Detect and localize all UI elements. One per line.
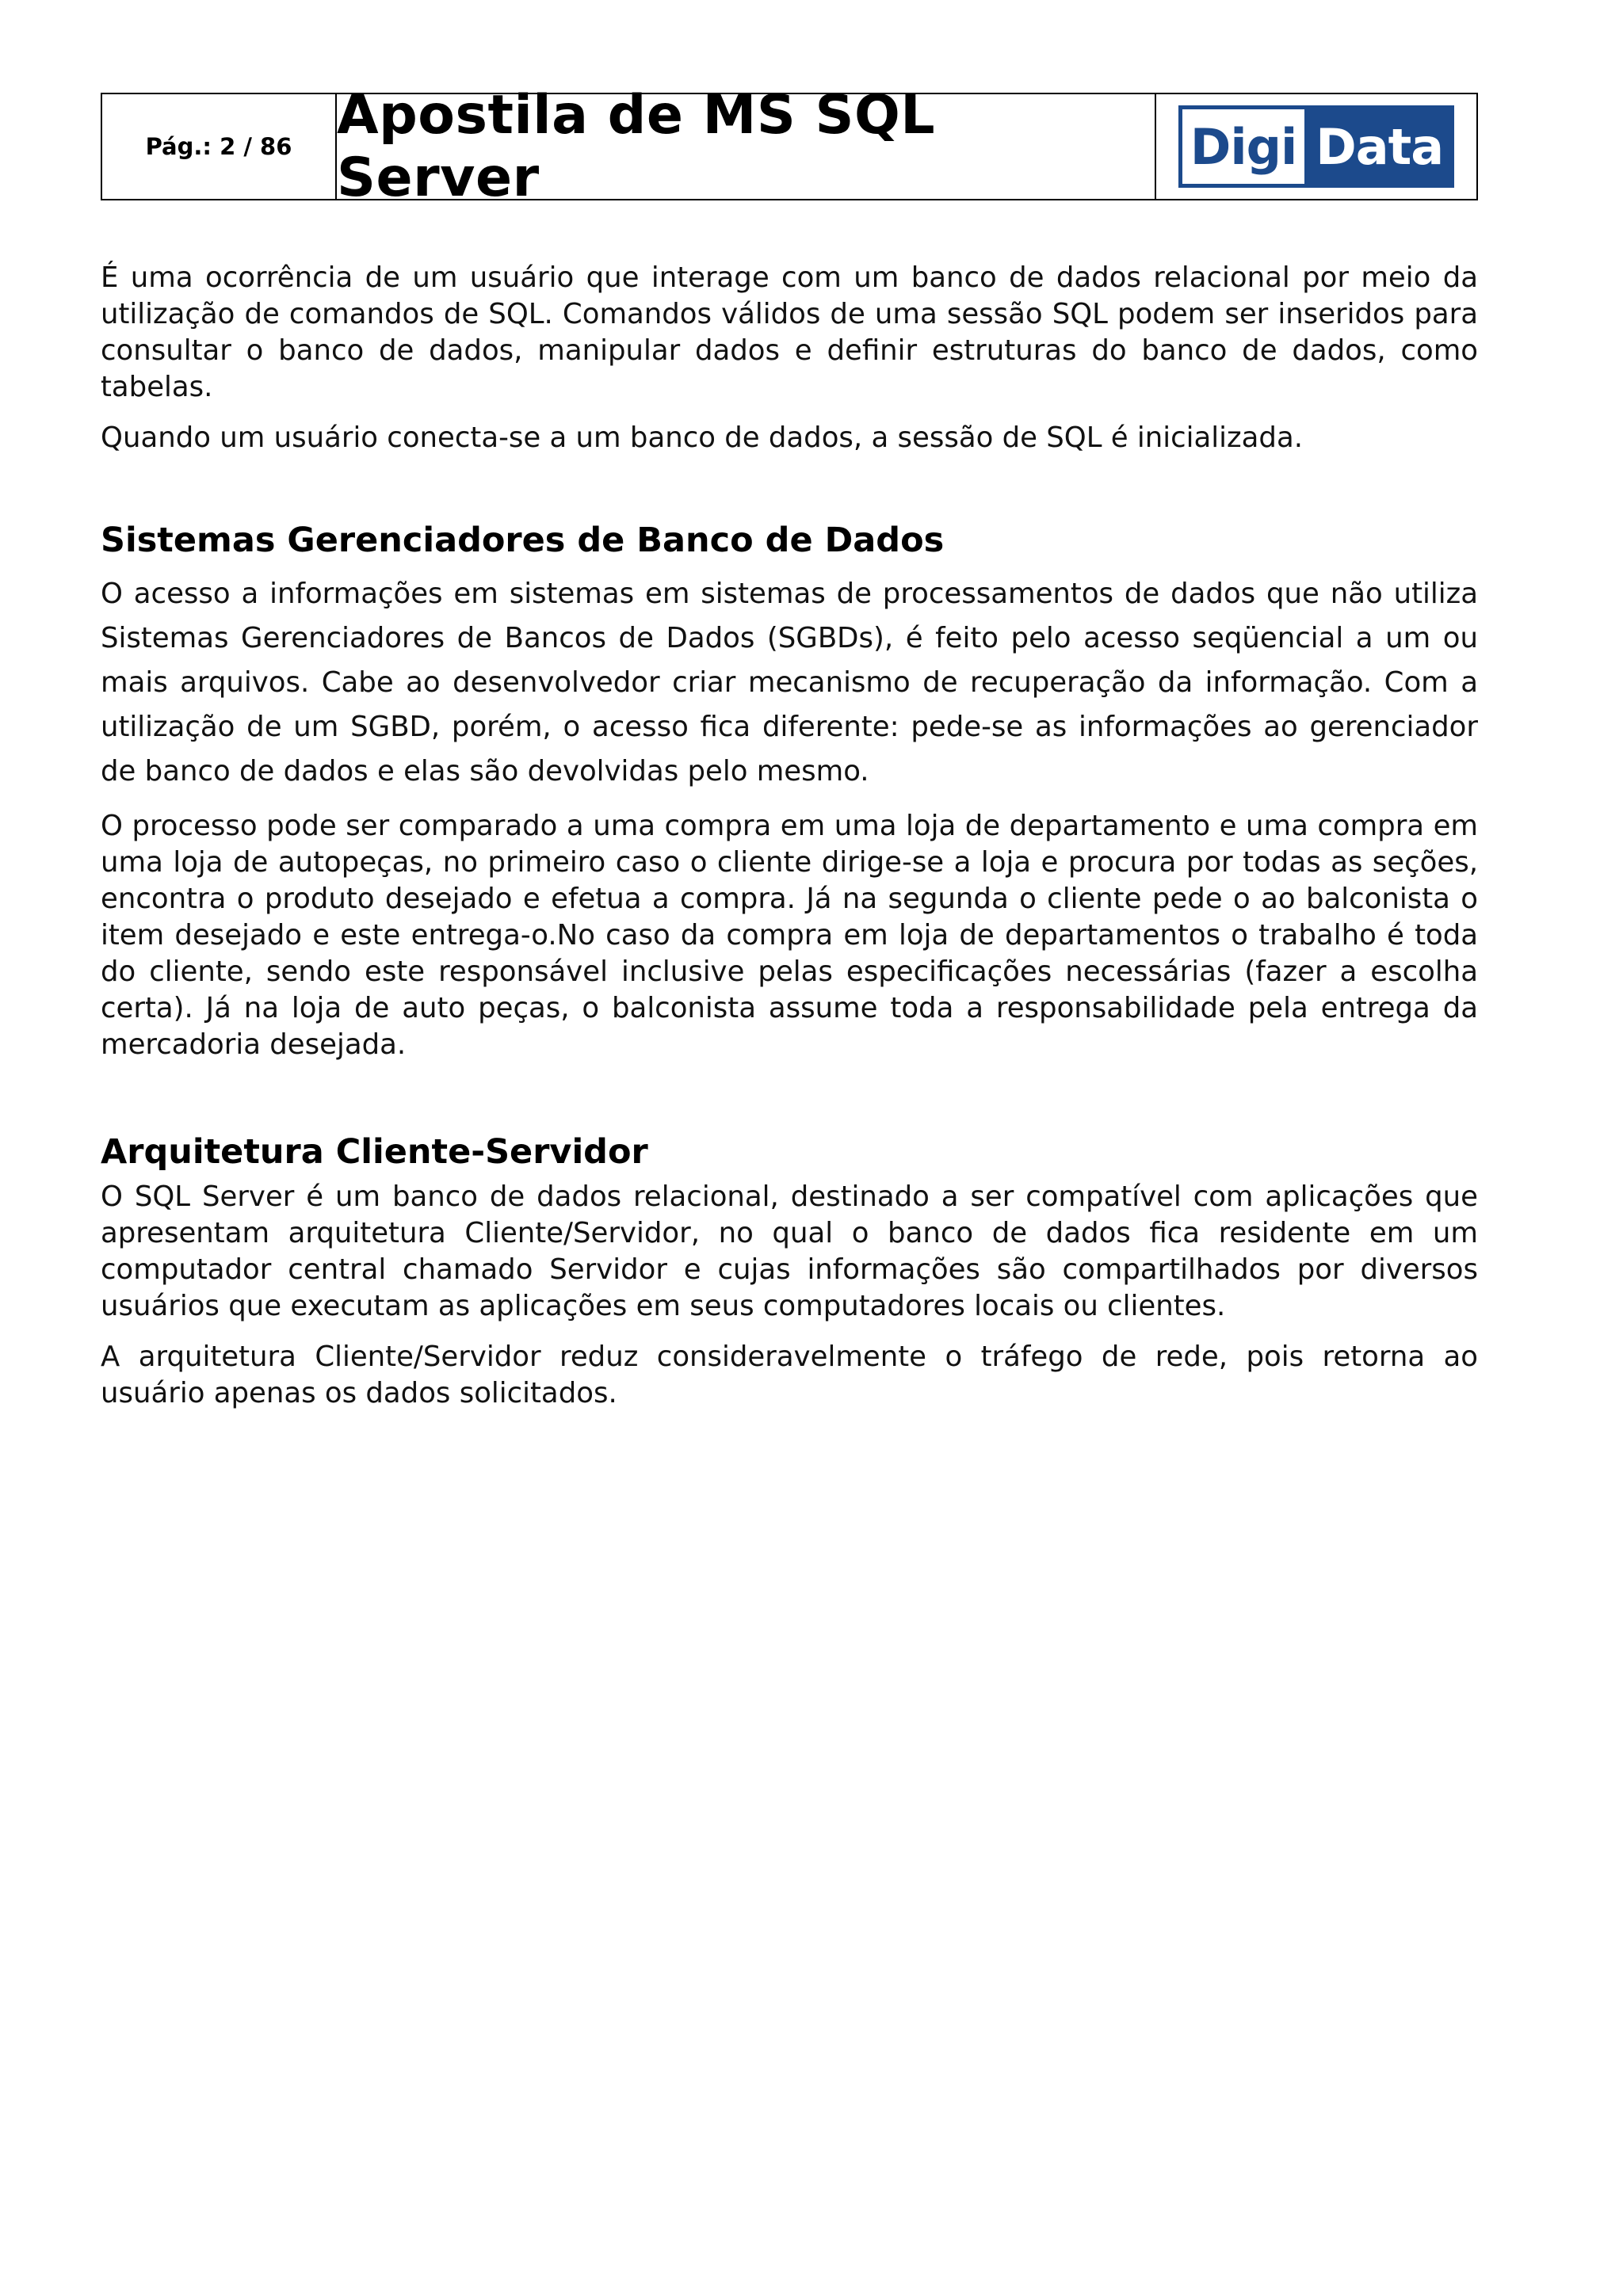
logo-digi-text: Digi	[1178, 105, 1304, 188]
paragraph: Quando um usuário conecta-se a um banco de dados, a sessão de SQL é inicializada.	[101, 421, 1303, 454]
paragraph: O acesso a informações em sistemas em sistemas de processamentos de dados que não utiliza Sistemas Gerenciadores de Bancos de Dados (SGBDs), é feito pelo acesso seqüencial a um ou mais arquivos. Cabe ao desenvolvedor criar mecanismo de recuperação da informação. Com a utilização de um SGBD, porém, o acesso fica diferente: pede-se as informações ao gerenciador de banco de dados e elas são devolvidas pelo mesmo.	[101, 578, 1478, 788]
section-heading-client-server: Arquitetura Cliente-Servidor	[101, 1132, 648, 1172]
logo-data-text: Data	[1304, 105, 1454, 188]
paragraph: O processo pode ser comparado a uma compra em uma loja de departamento e uma compra em uma loja de autopeças, no primeiro caso o cliente dirige-se a loja e procura por todas as seções, encontra o produto desejado e efetua a compra. Já na segunda o cliente pede o ao balconista o item desejado e este entrega-o.No caso da compra em loja de departamentos o trabalho é toda do cliente, sendo este responsável inclusive pelas especificações necessárias (fazer a escolha certa). Já na loja de auto peças, o balconista assume toda a responsabilidade pela entrega da mercadoria desejada.	[101, 810, 1478, 1061]
paragraph: A arquitetura Cliente/Servidor reduz consideravelmente o tráfego de rede, pois retorna ao usuário apenas os dados solicitados.	[101, 1341, 1478, 1409]
document-title: Apostila de MS SQL Server	[337, 94, 1156, 199]
page-header	[101, 84, 1478, 209]
digidata-logo	[1178, 105, 1454, 188]
section-heading-sgbd: Sistemas Gerenciadores de Banco de Dados	[101, 521, 945, 560]
paragraph: O SQL Server é um banco de dados relacional, destinado a ser compatível com aplicações que apresentam arquitetura Cliente/Servidor, no qual o banco de dados fica residente em um computador central chamado Servidor e cujas informações são compartilhados por diversos usuários que executam as aplicações em seus computadores locais ou clientes.	[101, 1180, 1478, 1322]
page-number: Pág.: 2 / 86	[102, 94, 337, 199]
paragraph: É uma ocorrência de um usuário que interage com um banco de dados relacional por meio da utilização de comandos de SQL. Comandos válidos de uma sessão SQL podem ser inseridos para consultar o banco de dados, manipular dados e definir estruturas do banco de dados, como tabelas.	[101, 261, 1478, 403]
page-content	[101, 260, 1478, 1412]
logo-cell	[1156, 94, 1476, 199]
